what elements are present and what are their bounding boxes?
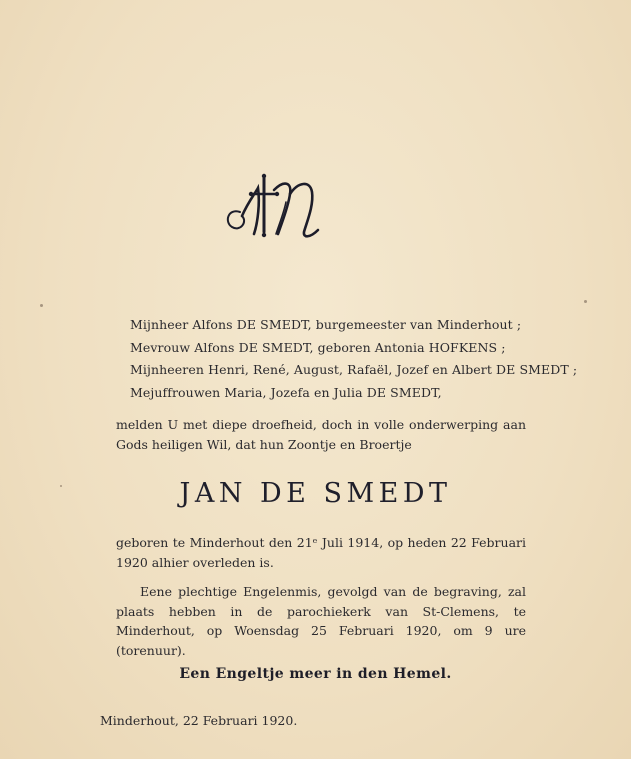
family-line: Mijnheer Alfons DE SMEDT, burgemeester van Minderhout ;: [130, 317, 522, 332]
paper-speck: [60, 485, 62, 487]
family-line: Mijnheeren Henri, René, August, Rafaël, Jozef en Albert DE SMEDT ;: [130, 362, 578, 377]
cross-m-monogram-icon: [218, 172, 330, 242]
motto-text: Een Engeltje meer in den Hemel.: [179, 666, 452, 682]
deceased-name: JAN DE SMEDT: [179, 478, 452, 509]
paper-speck: [584, 300, 587, 303]
paper-speck: [40, 304, 43, 307]
announcement-text: melden U met diepe droefheid, doch in volle onderwerping aan Gods heiligen Wil, dat hun Zoontje en Broertje: [116, 417, 526, 452]
family-line: Mevrouw Alfons DE SMEDT, geboren Antonia HOFKENS ;: [130, 339, 506, 355]
family-line: Mejuffrouwen Maria, Jozefa en Julia DE SMEDT,: [130, 384, 442, 400]
place-date: Minderhout, 22 Februari 1920.: [100, 713, 298, 728]
family-names: [130, 314, 578, 404]
funeral-text: Eene plechtige Engelenmis, gevolgd van de begraving, zal plaats hebben in de parochiekerk van St-Clemens, te Minderhout, op Woensdag 25 Februari 1920, om 9 ure (torenuur).: [116, 584, 526, 658]
birth-death-text: geboren te Minderhout den 21ᵉ Juli 1914, op heden 22 Februari 1920 alhier overleden is.: [116, 535, 526, 570]
